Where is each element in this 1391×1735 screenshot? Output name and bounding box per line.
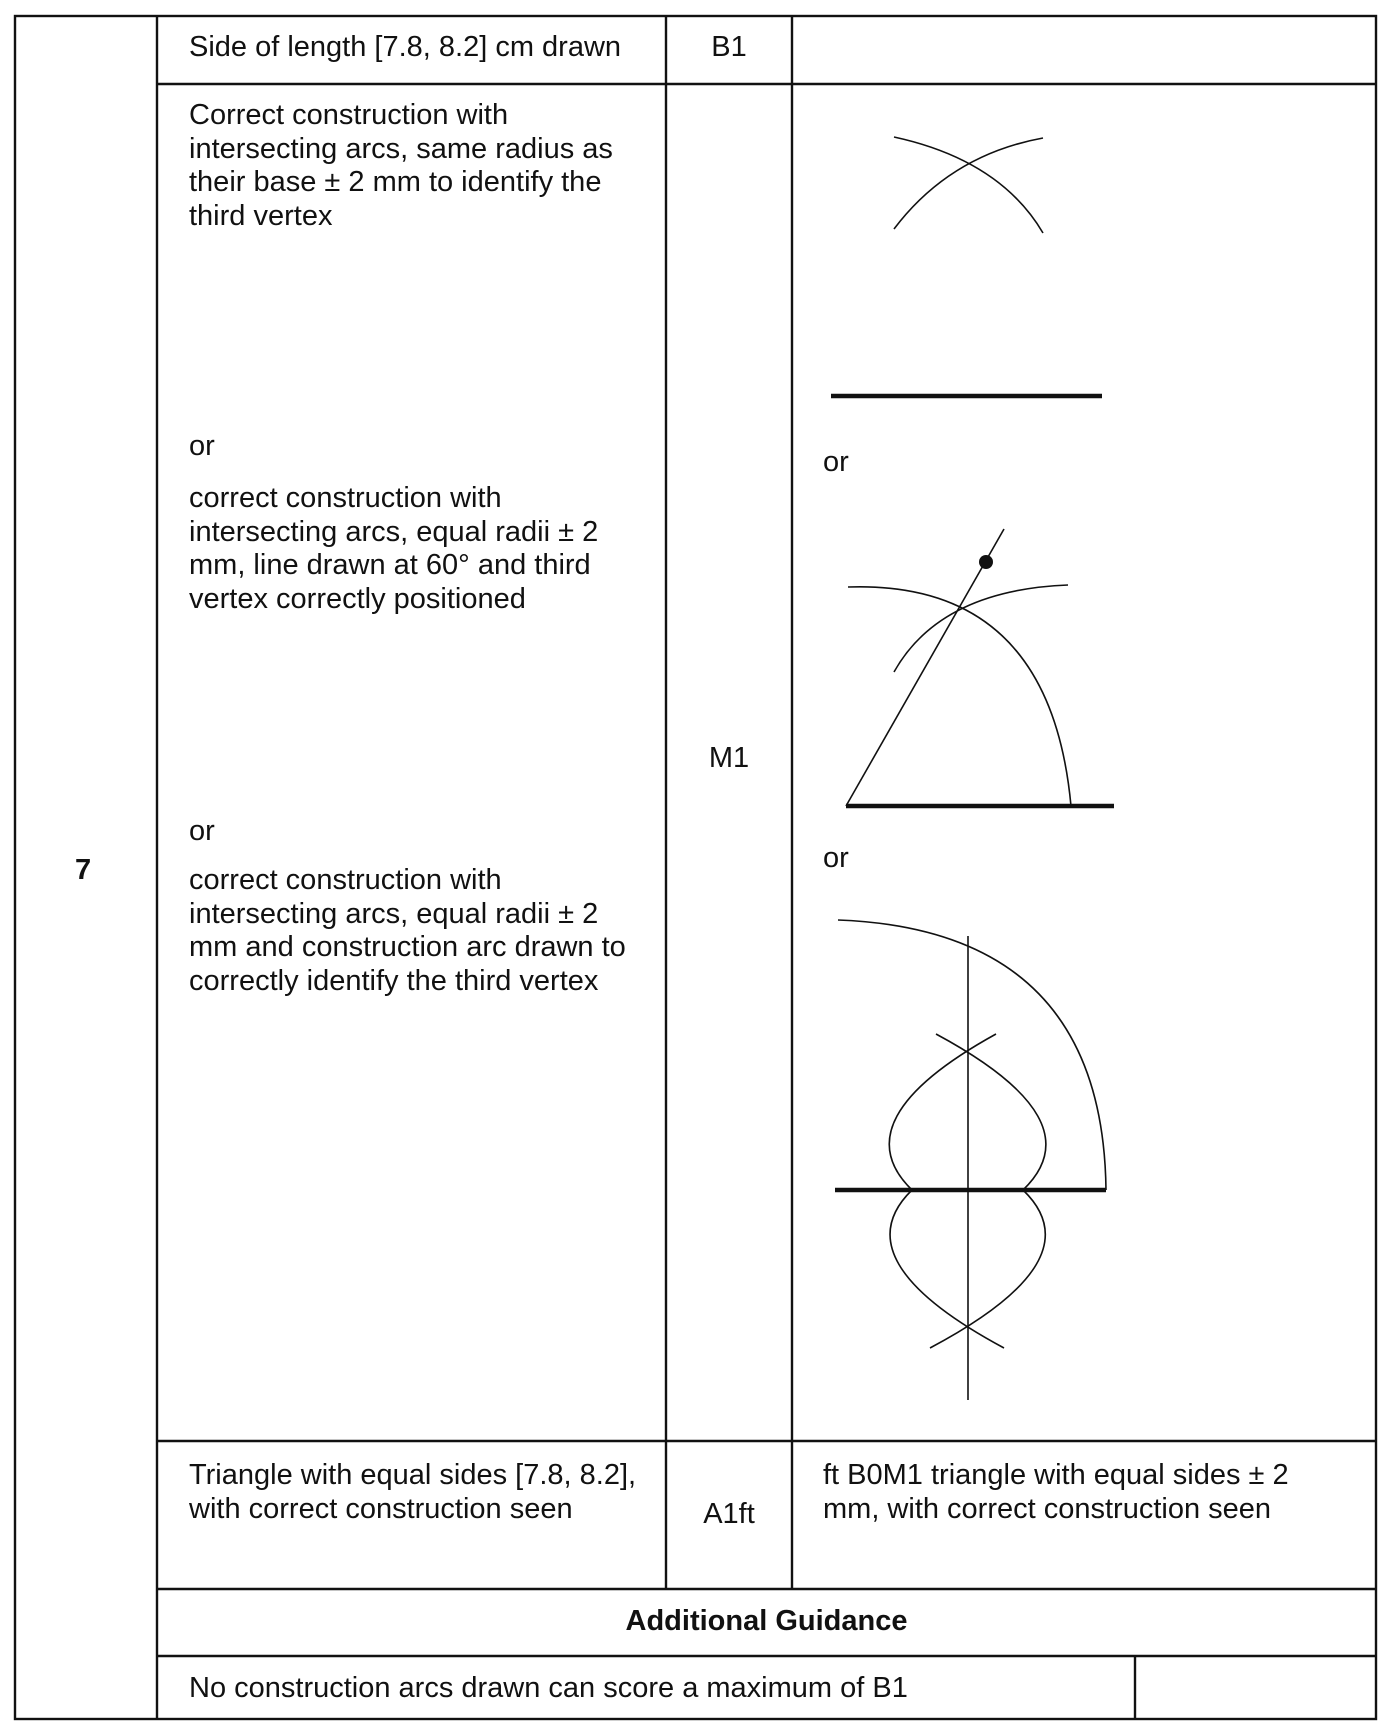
mark-row-1: B1	[711, 31, 747, 63]
question-number: 7	[75, 854, 92, 886]
notes-or-1: or	[823, 446, 849, 478]
sixty-degree-line	[846, 529, 1004, 806]
bisector-diagram	[835, 920, 1106, 1400]
criteria-row-1: Side of length [7.8, 8.2] cm drawn	[189, 31, 622, 63]
criteria-or-2: or	[189, 815, 215, 847]
small-arc	[894, 585, 1068, 672]
criteria-or-1: or	[189, 430, 215, 462]
mark-row-3: A1ft	[703, 1498, 755, 1530]
criteria-part-1: Correct construction with intersecting arcs, same radius as their base ± 2 mm to identify the third vertex	[189, 99, 613, 232]
guidance-text: No construction arcs drawn can score a maximum of B1	[189, 1672, 908, 1704]
notes-row-3: ft B0M1 triangle with equal sides ± 2 mm, with correct construction seen	[823, 1459, 1289, 1525]
arc-b	[894, 138, 1043, 229]
intersecting-arcs-diagram	[894, 137, 1043, 233]
guidance-heading: Additional Guidance	[625, 1605, 908, 1637]
criteria-row-3: Triangle with equal sides [7.8, 8.2], with correct construction seen	[189, 1459, 637, 1525]
large-arc	[848, 587, 1071, 806]
arc-a	[894, 137, 1043, 233]
criteria-part-2: correct construction with intersecting arcs, equal radii ± 2 mm, line drawn at 60° and third vertex correctly positioned	[189, 482, 599, 615]
vertex-point	[979, 555, 993, 569]
sixty-degree-diagram	[846, 529, 1114, 806]
notes-or-2: or	[823, 842, 849, 874]
criteria-part-3: correct construction with intersecting arcs, equal radii ± 2 mm and construction arc drawn to correctly identify the third vertex	[189, 864, 626, 997]
mark-row-2: M1	[708, 742, 750, 774]
